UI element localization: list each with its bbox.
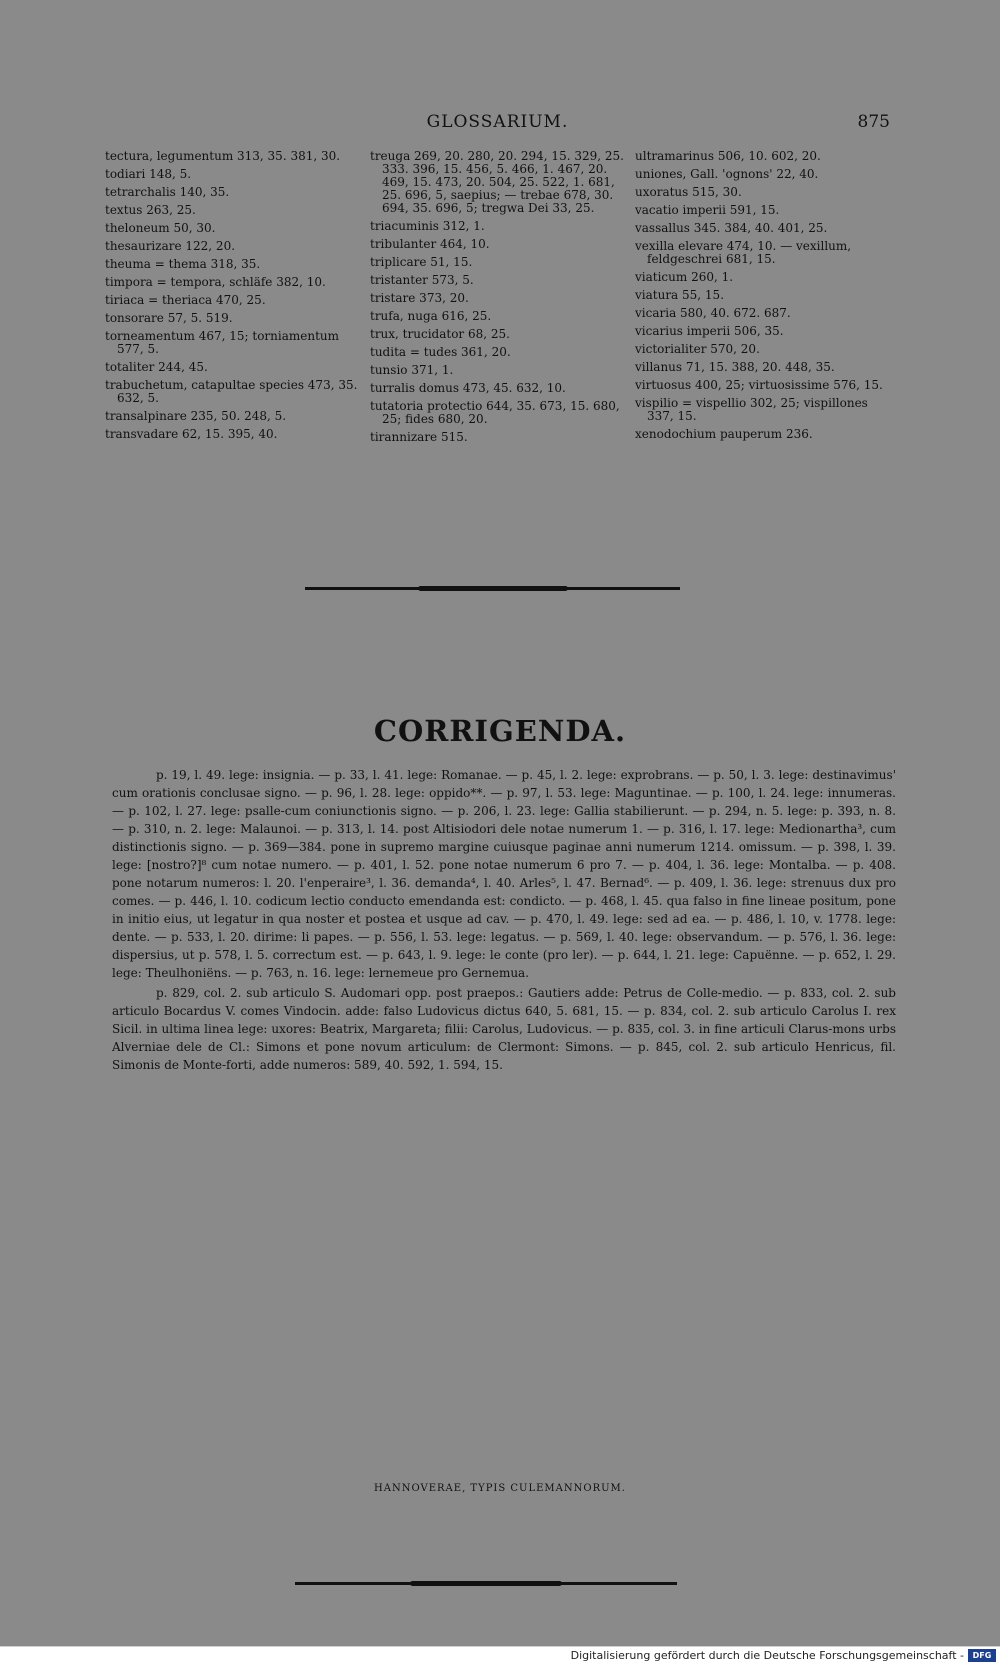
glossary-entry: vicaria 580, 40. 672. 687. bbox=[635, 306, 791, 320]
glossary-entry: vassallus 345. 384, 40. 401, 25. bbox=[635, 221, 828, 235]
glossary-entry: viaticum 260, 1. bbox=[635, 270, 734, 284]
glossary-entry: triplicare 51, 15. bbox=[370, 255, 473, 269]
glossary-entry: treuga 269, 20. 280, 20. 294, 15. 329, 25. 333. 396, 15. 456, 5. 466, 1. 467, 20. 469, 15. 473, 20. 504, 25. 522, 1. 681, 25. 696, 5, saepius; — trebae 678, 30. 694, 35. 696, 5; tregwa Dei 33, 25. bbox=[370, 149, 624, 215]
glossary-entry: turralis domus 473, 45. 632, 10. bbox=[370, 381, 566, 395]
glossary-entry: theloneum 50, 30. bbox=[105, 221, 216, 235]
glossary-entry: tonsorare 57, 5. 519. bbox=[105, 311, 233, 325]
glossary-entry: vacatio imperii 591, 15. bbox=[635, 203, 780, 217]
glossary-columns bbox=[105, 150, 895, 480]
glossary-entry: tectura, legumentum 313, 35. 381, 30. bbox=[105, 149, 341, 163]
section-divider bbox=[305, 587, 680, 590]
page-number: 875 bbox=[857, 112, 890, 132]
glossary-entry: viatura 55, 15. bbox=[635, 288, 725, 302]
glossary-entry: vexilla elevare 474, 10. — vexillum, feldgeschrei 681, 15. bbox=[635, 239, 852, 266]
glossary-entry: trufa, nuga 616, 25. bbox=[370, 309, 492, 323]
glossary-entry: virtuosus 400, 25; virtuosissime 576, 15. bbox=[635, 378, 883, 392]
corrigenda-paragraph: p. 829, col. 2. sub articulo S. Audomari opp. post praepos.: Gautiers adde: Petrus de Colle-medio. — p. 833, col. 2. sub articulo Bocardus V. comes Vindocin. adde: falso Ludovicus dictus 640, 5. 681, 15. — p. 834, col. 2. sub articulo Carolus I. rex Sicil. in ultima linea lege: uxores: Beatrix, Margareta; filii: Carolus, Ludovicus. — p. 835, col. 3. in fine articuli Clarus-mons urbs Alverniae dele de Cl.: Simons et pone novum articulum: de Clermont: Simons. — p. 845, col. 2. sub articulo Henricus, fil. Simonis de Monte-forti, adde numeros: 589, 40. 592, 1. 594, 15. bbox=[112, 986, 896, 1072]
glossary-entry: timpora = tempora, schläfe 382, 10. bbox=[105, 275, 326, 289]
glossary-entry: tristanter 573, 5. bbox=[370, 273, 474, 287]
glossary-entry: uxoratus 515, 30. bbox=[635, 185, 742, 199]
running-title: GLOSSARIUM. bbox=[426, 112, 569, 132]
glossary-entry: totaliter 244, 45. bbox=[105, 360, 208, 374]
glossary-entry: trabuchetum, catapultae species 473, 35. 632, 5. bbox=[105, 378, 358, 405]
printer-imprint: HANNOVERAE, TYPIS CULEMANNORUM. bbox=[374, 1483, 626, 1494]
glossary-entry: transvadare 62, 15. 395, 40. bbox=[105, 427, 278, 441]
glossary-entry: tirannizare 515. bbox=[370, 430, 468, 444]
glossary-entry: tutatoria protectio 644, 35. 673, 15. 680, 25; fides 680, 20. bbox=[370, 399, 620, 426]
glossary-entry: thesaurizare 122, 20. bbox=[105, 239, 236, 253]
end-ornament-rule bbox=[295, 1582, 677, 1585]
footer-bar bbox=[0, 1646, 1000, 1665]
glossary-entry: tudita = tudes 361, 20. bbox=[370, 345, 511, 359]
glossary-column-1 bbox=[105, 150, 363, 446]
glossary-entry: victorialiter 570, 20. bbox=[635, 342, 760, 356]
glossary-entry: vicarius imperii 506, 35. bbox=[635, 324, 784, 338]
glossary-entry: tunsio 371, 1. bbox=[370, 363, 454, 377]
glossary-entry: tristare 373, 20. bbox=[370, 291, 469, 305]
glossary-entry: tetrarchalis 140, 35. bbox=[105, 185, 230, 199]
glossary-entry: villanus 71, 15. 388, 20. 448, 35. bbox=[635, 360, 835, 374]
glossary-entry: xenodochium pauperum 236. bbox=[635, 427, 813, 441]
funding-notice: Digitalisierung gefördert durch die Deutsche Forschungsgemeinschaft - bbox=[570, 1649, 964, 1662]
glossary-entry: textus 263, 25. bbox=[105, 203, 196, 217]
glossary-entry: triacuminis 312, 1. bbox=[370, 219, 485, 233]
glossary-entry: uniones, Gall. 'ognons' 22, 40. bbox=[635, 167, 819, 181]
glossary-entry: tiriaca = theriaca 470, 25. bbox=[105, 293, 266, 307]
glossary-entry: trux, trucidator 68, 25. bbox=[370, 327, 510, 341]
glossary-column-3 bbox=[635, 150, 897, 446]
glossary-entry: torneamentum 467, 15; torniamentum 577, 5. bbox=[105, 329, 340, 356]
glossary-entry: ultramarinus 506, 10. 602, 20. bbox=[635, 149, 821, 163]
corrigenda-heading: CORRIGENDA. bbox=[373, 714, 627, 748]
running-header bbox=[105, 112, 890, 138]
corrigenda-body bbox=[112, 766, 896, 1076]
glossary-entry: todiari 148, 5. bbox=[105, 167, 192, 181]
glossary-entry: theuma = thema 318, 35. bbox=[105, 257, 261, 271]
glossary-entry: vispilio = vispellio 302, 25; vispillones 337, 15. bbox=[635, 396, 868, 423]
glossary-entry: transalpinare 235, 50. 248, 5. bbox=[105, 409, 287, 423]
glossary-entry: tribulanter 464, 10. bbox=[370, 237, 490, 251]
glossary-column-2 bbox=[370, 150, 628, 449]
dfg-logo-icon[interactable]: DFG bbox=[968, 1649, 996, 1662]
corrigenda-paragraph: p. 19, l. 49. lege: insignia. — p. 33, l. 41. lege: Romanae. — p. 45, l. 2. lege: exprobrans. — p. 50, l. 3. lege: destinavimus' cum orationis conclusae signo. — p. 96, l. 28. lege: oppido**. — p. 97, l. 53. lege: Maguntinae. — p. 100, l. 24. lege: innumeras. — p. 102, l. 27. lege: psalle-cum coniunctionis signo. — p. 206, l. 23. lege: Gallia stabilierunt. — p. 294, n. 5. lege: p. 393, n. 8. — p. 310, n. 2. lege: Malaunoi. — p. 313, l. 14. post Altisiodori dele notae numerum 1. — p. 316, l. 17. lege: Medionartha³, cum distinctionis signo. — p. 369—384. pone in supremo margine cuiusque paginae anni numerum 1214. omissum. — p. 398, l. 39. lege: [nostro?]⁸ cum notae numero. — p. 401, l. 52. pone notae numerum 6 pro 7. — p. 404, l. 36. lege: Montalba. — p. 408. pone notarum numeros: l. 20. l'enperaire³, l. 36. demanda⁴, l. 40. Arles⁵, l. 47. Bernad⁶. — p. 409, l. 36. lege: strenuus dux pro comes. — p. 446, l. 10. codicum lectio conducto emendanda est: condicto. — p. 468, l. 45. qua falso in fine lineae positum, pone in initio eius, ut legatur in qua noster et postea et usque ad cav. — p. 470, l. 49. lege: sed ad ea. — p. 486, l. 10, v. 1778. lege: dente. — p. 533, l. 20. dirime: li papes. — p. 556, l. 53. lege: legatus. — p. 569, l. 40. lege: observandum. — p. 576, l. 36. lege: dispersius, ut p. 578, l. 5. correctum est. — p. 643, l. 9. lege: le conte (pro ler). — p. 644, l. 21. lege: Capuënne. — p. 652, l. 29. lege: Theulhoniëns. — p. 763, n. 16. lege: lernemeue pro Gernemua. bbox=[112, 768, 896, 980]
